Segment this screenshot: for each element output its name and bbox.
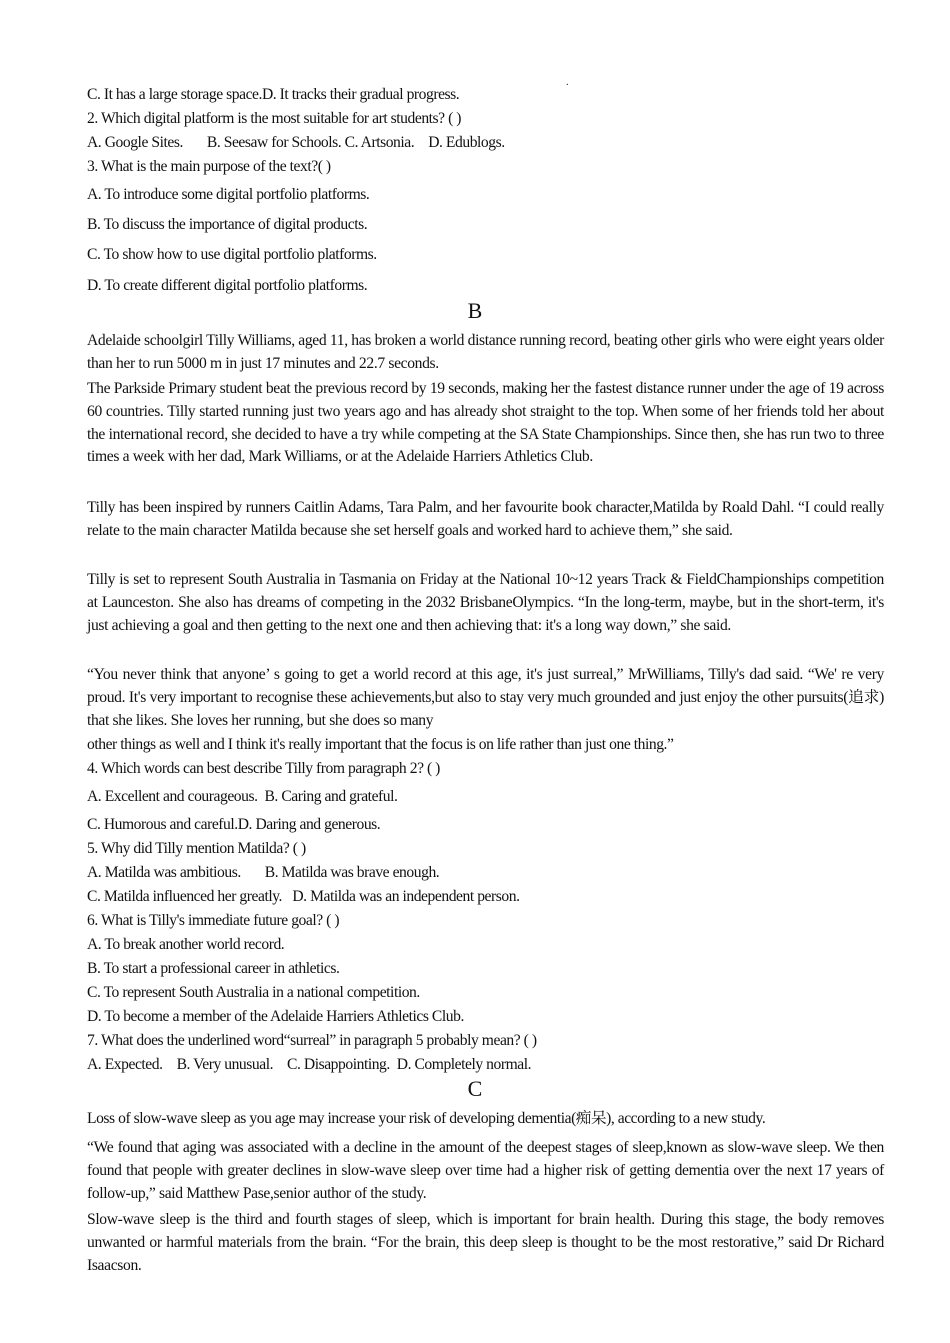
q4-options-cd <box>87 814 884 836</box>
section-b-paragraph-3: Tilly has been inspired by runners Caitlin Adams, Tara Palm, and her favourite book character,Matilda by Roald Dahl. “I could really relate to the main character Matilda because she set herself goals and worked hard to achieve them,” she said. <box>87 499 884 539</box>
q7-option-b: B. Very unusual. <box>176 1056 274 1073</box>
q5-option-d: D. Matilda was an independent person. <box>292 888 520 905</box>
q3-option-d: D. To create different digital portfolio platforms. <box>87 277 368 294</box>
q2-option-a: A. Google Sites. <box>87 134 183 151</box>
q4-options-ab <box>87 786 884 808</box>
q1-option-c: C. It has a large storage space. <box>87 86 262 103</box>
q7-options-line <box>87 1054 884 1076</box>
q4-option-d: D. Daring and generous. <box>237 816 381 833</box>
q5-options-ab <box>87 862 884 884</box>
section-b-paragraph-2: The Parkside Primary student beat the previous record by 19 seconds, making her the fastest distance runner under the age of 19 across 60 countries. Tilly started running just two years ago and has already shot straight to the top. When some of her friends told her about the international record, she decided to have a try while competing at the SA State Championships. Since then, she has run two to three times a week with her dad, Mark Williams, or at the Adelaide Harriers Athletics Club. <box>87 380 884 466</box>
section-b-paragraph-5a: “You never think that anyone’ s going to get a world record at this age, it's just surreal,” MrWilliams, Tilly's dad said. “We' re very proud. It's very important to recognise these achievements,but also to stay very much grounded and just enjoy the other pursuits(追求) that she likes. She loves her running, but she does so many <box>87 666 884 729</box>
q7-option-c: C. Disappointing. <box>287 1056 390 1073</box>
q6-option-c: C. To represent South Australia in a national competition. <box>87 984 420 1001</box>
section-b-paragraph-4: Tilly is set to represent South Australia in Tasmania on Friday at the National 10~12 years Track & FieldChampionships competition at Launceston. She also has dreams of competing in the 2032 BrisbaneOlympics. “In the long-term, maybe, but in the short-term, it's just achieving a goal and then getting to the next one and then achieving that: it's a long way down,” she said. <box>87 571 884 634</box>
q2-option-b: B. Seesaw for Schools. <box>206 134 342 151</box>
q7-question: 7. What does the underlined word“surreal” in paragraph 5 probably mean? ( ) <box>87 1032 537 1049</box>
q6-option-b: B. To start a professional career in athletics. <box>87 960 340 977</box>
section-c-paragraph-1: Loss of slow-wave sleep as you age may increase your risk of developing dementia(痴呆), according to a new study. <box>87 1110 766 1127</box>
q3-option-b: B. To discuss the importance of digital products. <box>87 216 368 233</box>
q1-option-d: D. It tracks their gradual progress. <box>261 86 460 103</box>
q7-option-a: A. Expected. <box>87 1056 163 1073</box>
section-b-paragraph-5b: other things as well and I think it's really important that the focus is on life rather than just one thing.” <box>87 736 674 753</box>
section-b-heading: B <box>467 298 483 323</box>
section-c-paragraph-2: “We found that aging was associated with a decline in the amount of the deepest stages of sleep,known as slow-wave sleep. We then found that people with greater declines in slow-wave sleep over time had a higher risk of getting dementia over the next 17 years of follow-up,” said Matthew Pase,senior author of the study. <box>87 1139 884 1202</box>
q2-option-c: C. Artsonia. <box>344 134 415 151</box>
q4-question: 4. Which words can best describe Tilly from paragraph 2? ( ) <box>87 760 440 777</box>
q5-option-a: A. Matilda was ambitious. <box>87 864 241 881</box>
q5-option-c: C. Matilda influenced her greatly. <box>87 888 282 905</box>
q6-option-d: D. To become a member of the Adelaide Harriers Athletics Club. <box>87 1008 464 1025</box>
section-c-paragraph-3: Slow-wave sleep is the third and fourth stages of sleep, which is important for brain health. During this stage, the body removes unwanted or harmful materials from the brain. “For the brain, this deep sleep is thought to be the most restorative,” said Dr Richard Isaacson. <box>87 1211 884 1274</box>
q7-option-d: D. Completely normal. <box>396 1056 532 1073</box>
q2-options-line <box>87 132 884 154</box>
q5-option-b: B. Matilda was brave enough. <box>264 864 440 881</box>
q5-options-cd <box>87 886 884 908</box>
q1-options-line <box>87 84 884 106</box>
q4-option-b: B. Caring and grateful. <box>264 788 398 805</box>
q2-question: 2. Which digital platform is the most suitable for art students? ( ) <box>87 110 462 127</box>
q6-option-a: A. To break another world record. <box>87 936 285 953</box>
q4-option-c: C. Humorous and careful. <box>87 816 238 833</box>
q4-option-a: A. Excellent and courageous. <box>87 788 258 805</box>
q3-question: 3. What is the main purpose of the text?( ) <box>87 158 331 175</box>
q6-question: 6. What is Tilly's immediate future goal? ( ) <box>87 912 340 929</box>
section-c-heading: C <box>467 1076 483 1101</box>
section-b-paragraph-1: Adelaide schoolgirl Tilly Williams, aged 11, has broken a world distance running record, beating other girls who were eight years older than her to run 5000 m in just 17 minutes and 22.7 seconds. <box>87 332 885 372</box>
q2-option-d: D. Edublogs. <box>428 134 505 151</box>
q3-option-c: C. To show how to use digital portfolio platforms. <box>87 246 377 263</box>
q5-question: 5. Why did Tilly mention Matilda? ( ) <box>87 840 306 857</box>
page-dot: . <box>566 77 569 88</box>
q3-option-a: A. To introduce some digital portfolio platforms. <box>87 186 370 203</box>
